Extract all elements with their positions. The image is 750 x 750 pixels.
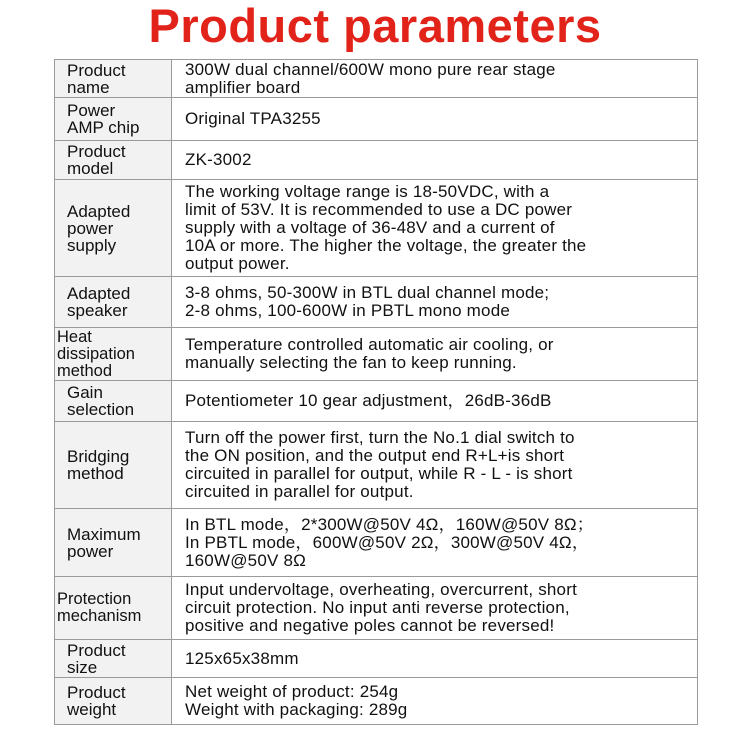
row-value: 125x65x38mm bbox=[172, 640, 697, 677]
table-row bbox=[55, 60, 697, 98]
row-value: Potentiometer 10 gear adjustment，26dB-36dB bbox=[172, 381, 697, 421]
table-row bbox=[55, 381, 697, 422]
row-label: Adapted power supply bbox=[55, 180, 172, 276]
table-row bbox=[55, 577, 697, 640]
row-value: The working voltage range is 18-50VDC, with a limit of 53V. It is recommended to use a DC power supply with a voltage of 36-48V and a current of 10A or more. The higher the voltage, the greater the output power. bbox=[172, 180, 697, 276]
parameters-table bbox=[54, 59, 698, 725]
table-row bbox=[55, 141, 697, 180]
row-value: Turn off the power first, turn the No.1 dial switch to the ON position, and the output end R+L+is short circuited in parallel for output, while R - L - is short circuited in parallel for output. bbox=[172, 422, 697, 508]
row-label: Product weight bbox=[55, 678, 172, 724]
row-label: Product name bbox=[55, 60, 172, 97]
row-value: 3-8 ohms, 50-300W in BTL dual channel mode; 2-8 ohms, 100-600W in PBTL mono mode bbox=[172, 277, 697, 327]
page-title: Product parameters bbox=[148, 0, 602, 52]
table-row bbox=[55, 328, 697, 381]
row-label: Bridging method bbox=[55, 422, 172, 508]
table-row bbox=[55, 180, 697, 277]
row-label: Maximum power bbox=[55, 509, 172, 576]
table-row bbox=[55, 277, 697, 328]
row-value: Input undervoltage, overheating, overcurrent, short circuit protection. No input anti reverse protection, positive and negative poles cannot be reversed! bbox=[172, 577, 697, 639]
row-label: Heat dissipation method bbox=[55, 328, 172, 380]
row-value: Net weight of product: 254g Weight with packaging: 289g bbox=[172, 678, 697, 724]
table-row bbox=[55, 422, 697, 509]
table-row bbox=[55, 509, 697, 577]
row-value: Original TPA3255 bbox=[172, 98, 697, 140]
table-row bbox=[55, 678, 697, 724]
row-label: Gain selection bbox=[55, 381, 172, 421]
row-label: Protection mechanism bbox=[55, 577, 172, 639]
table-row bbox=[55, 640, 697, 678]
row-label: Power AMP chip bbox=[55, 98, 172, 140]
table-row bbox=[55, 98, 697, 141]
row-value: 300W dual channel/600W mono pure rear stage amplifier board bbox=[172, 60, 697, 97]
row-value: ZK-3002 bbox=[172, 141, 697, 179]
row-label: Product size bbox=[55, 640, 172, 677]
row-label: Product model bbox=[55, 141, 172, 179]
row-value: Temperature controlled automatic air cooling, or manually selecting the fan to keep running. bbox=[172, 328, 697, 380]
row-label: Adapted speaker bbox=[55, 277, 172, 327]
row-value: In BTL mode，2*300W@50V 4Ω，160W@50V 8Ω； In PBTL mode，600W@50V 2Ω，300W@50V 4Ω， 160W@50V 8Ω bbox=[172, 509, 697, 576]
